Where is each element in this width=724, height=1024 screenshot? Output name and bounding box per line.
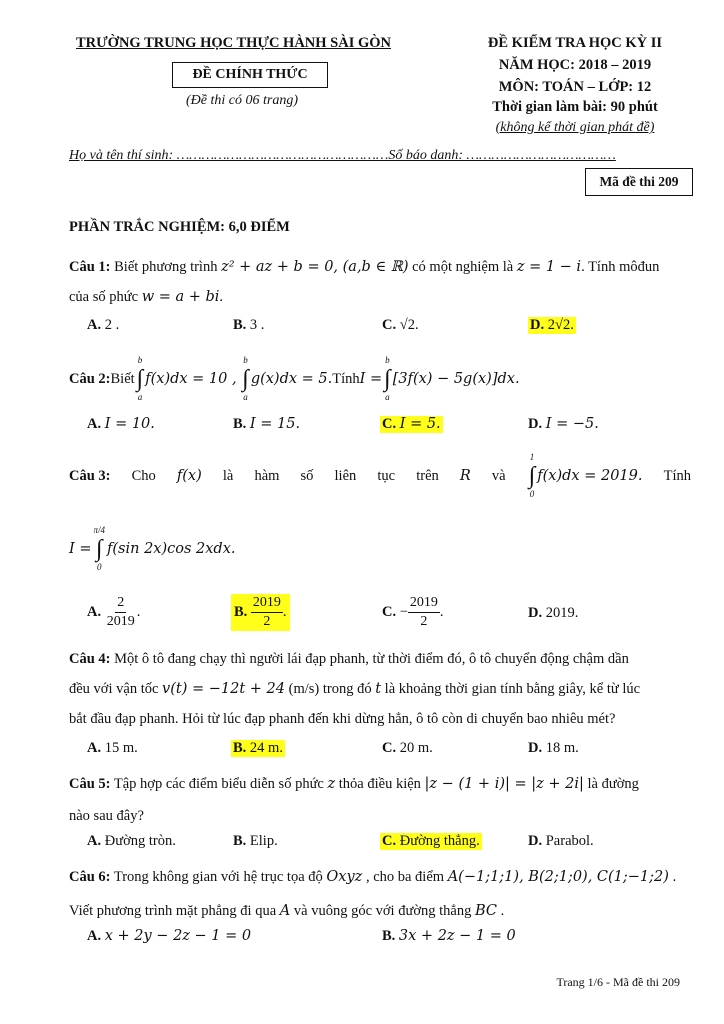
integral-sign: 1 ∫ 0 — [528, 452, 536, 499]
option-d-answer[interactable]: D. 2√2. — [530, 317, 574, 333]
pages-note: (Đề thi có 06 trang) — [186, 93, 298, 108]
option-b[interactable]: B. I = 15. — [233, 416, 301, 432]
exam-title: ĐỀ KIỂM TRA HỌC KỲ II — [487, 35, 663, 51]
integral-sign: b ∫ a — [242, 355, 249, 402]
question-label: Câu 2: — [69, 370, 111, 387]
velocity-formula: v(t) = −12t + 24 — [162, 681, 285, 697]
question-label: Câu 5: — [69, 776, 111, 792]
question-5: Câu 5: Tập hợp các điểm biểu diễn số phức z thỏa điều kiện |z − (1 + i)| = |z + 2i| là đường nào sau đây? — [69, 776, 639, 824]
school-year: NĂM HỌC: 2018 – 2019 — [498, 57, 652, 73]
option-c[interactable]: C. − $\frac{2019}{2}$ . — [382, 595, 444, 629]
option-c[interactable]: C. 20 m. — [382, 740, 433, 756]
option-a[interactable]: A. I = 10. — [87, 416, 155, 432]
integral-sign: b ∫ a — [384, 355, 391, 402]
option-d[interactable]: D. I = −5. — [528, 416, 599, 432]
question-3-integral: I = π/4 ∫ 0 f(sin 2x)cos 2xdx. — [69, 525, 236, 572]
question-label: Câu 3: — [69, 467, 111, 484]
question-label: Câu 4: — [69, 651, 111, 667]
option-b-answer[interactable]: B. 24 m. — [233, 740, 283, 756]
option-d[interactable]: D. Parabol. — [528, 833, 594, 849]
official-badge: ĐỀ CHÍNH THỨC — [172, 62, 328, 88]
root: z = 1 − i — [516, 259, 582, 275]
option-d[interactable]: D. 18 m. — [528, 740, 579, 756]
option-b-answer[interactable]: B. $\frac{2019}{2}$ . — [231, 594, 290, 631]
option-a[interactable]: A. 15 m. — [87, 740, 138, 756]
option-a[interactable]: A. 2 . — [87, 317, 120, 333]
condition: |z − (1 + i)| = |z + 2i| — [424, 776, 584, 792]
integral-sign: π/4 ∫ 0 — [93, 525, 106, 572]
question-6: Câu 6: Trong không gian với hệ trục tọa độ Oxyz , cho ba điểm A(−1;1;1), B(2;1;0), C(1;−1;2) . Viết phương trình mặt phẳng đi qua A và vuông góc với đường thẳng BC . — [69, 869, 677, 919]
question-2: Câu 2: Biết b ∫ a f(x)dx = 10 , b ∫ a g(x)dx = 5. Tính I = b ∫ a [3f(x) − 5g(x)]dx. — [69, 355, 520, 402]
subject: MÔN: TOÁN – LỚP: 12 — [498, 79, 652, 95]
question-label: Câu 1: — [69, 259, 111, 275]
integral-sign: b ∫ a — [136, 355, 144, 402]
question-1: Câu 1: Biết phương trình z² + az + b = 0, (a,b ∈ ℝ) có một nghiệm là z = 1 − i. Tính môđun của số phức w = a + bi. — [69, 259, 660, 305]
option-a[interactable]: A. Đường tròn. — [87, 833, 176, 849]
section-title: PHẦN TRẮC NGHIỆM: 6,0 ĐIỂM — [69, 219, 290, 235]
question-label: Câu 6: — [69, 869, 111, 885]
school-name: TRƯỜNG TRUNG HỌC THỰC HÀNH SÀI GÒN — [76, 35, 391, 51]
exam-time-note: (không kể thời gian phát đề) — [495, 120, 655, 135]
option-d[interactable]: D. 2019. — [528, 605, 579, 621]
page-footer: Trang 1/6 - Mã đề thi 209 — [556, 975, 680, 989]
question-3: Câu 3: Cho f(x) là hàm số liên tục trên R và 1 ∫ 0 f(x)dx = 2019. Tính — [69, 452, 691, 499]
candidate-line: Họ và tên thí sinh: ……………………………………………Số báo danh: ……………………………… — [69, 148, 616, 163]
exam-time: Thời gian làm bài: 90 phút — [492, 99, 658, 115]
equation: z² + az + b = 0, (a,b ∈ ℝ) — [221, 259, 409, 275]
question-4: Câu 4: Một ô tô đang chạy thì người lái đạp phanh, từ thời điểm đó, ô tô chuyển động chậm dần đều với vận tốc v(t) = −12t + 24 (m/s) trong đó t là khoảng thời gian tính bằng giây, kể từ lúc bắt đầu đạp phanh. Hỏi từ lúc đạp phanh đến khi dừng hẳn, ô tô còn di chuyển bao nhiêu mét? — [69, 651, 641, 727]
option-a[interactable]: A. x + 2y − 2z − 1 = 0 — [87, 928, 252, 944]
option-b[interactable]: B. 3x + 2z − 1 = 0 — [382, 928, 516, 944]
option-c[interactable]: C. √2. — [382, 317, 419, 333]
option-c-answer[interactable]: C. I = 5. — [382, 416, 441, 432]
option-b[interactable]: B. Elip. — [233, 833, 278, 849]
exam-code-box: Mã đề thi 209 — [585, 168, 693, 196]
option-a[interactable]: A. $\frac{2}{2019}$ . — [87, 595, 141, 629]
option-b[interactable]: B. 3 . — [233, 317, 265, 333]
option-c-answer[interactable]: C. Đường thẳng. — [382, 833, 480, 849]
points: A(−1;1;1), B(2;1;0), C(1;−1;2) — [447, 869, 669, 885]
